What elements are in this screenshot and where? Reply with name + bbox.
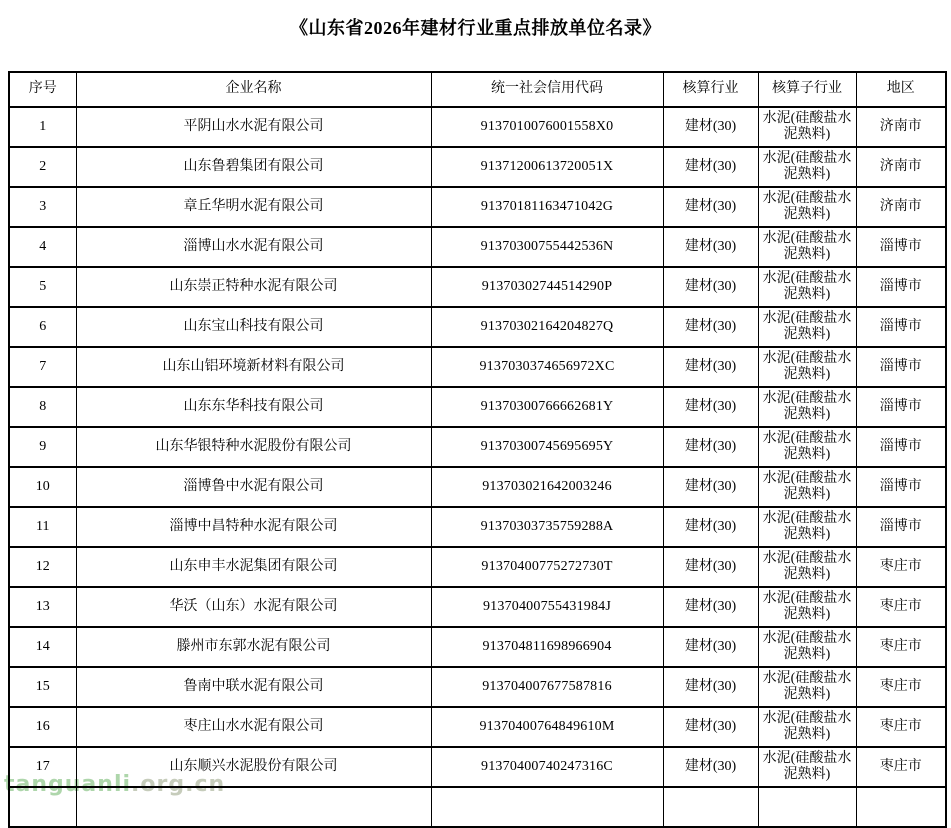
cell-sub-industry: 水泥(硅酸盐水泥熟料) xyxy=(758,347,856,387)
cell-credit-code: 91371200613720051X xyxy=(431,147,663,187)
cell-industry: 建材(30) xyxy=(663,267,758,307)
cell-industry: 建材(30) xyxy=(663,587,758,627)
cell-region: 淄博市 xyxy=(856,307,946,347)
cell-sub-industry: 水泥(硅酸盐水泥熟料) xyxy=(758,627,856,667)
emission-units-table xyxy=(8,71,947,828)
column-header-industry: 核算行业 xyxy=(663,72,758,107)
cell-no: 6 xyxy=(9,307,76,347)
cell-company-name: 山东鲁碧集团有限公司 xyxy=(76,147,431,187)
cell-industry: 建材(30) xyxy=(663,107,758,147)
cell-industry: 建材(30) xyxy=(663,147,758,187)
cell-industry: 建材(30) xyxy=(663,747,758,787)
cell-company-name: 淄博山水水泥有限公司 xyxy=(76,227,431,267)
cell-industry xyxy=(663,787,758,827)
table-row xyxy=(9,467,946,507)
cell-sub-industry: 水泥(硅酸盐水泥熟料) xyxy=(758,547,856,587)
cell-company-name: 华沃（山东）水泥有限公司 xyxy=(76,587,431,627)
cell-credit-code: 913704811698966904 xyxy=(431,627,663,667)
cell-credit-code: 91370400740247316C xyxy=(431,747,663,787)
cell-company-name: 山东宝山科技有限公司 xyxy=(76,307,431,347)
cell-no: 12 xyxy=(9,547,76,587)
cell-no: 14 xyxy=(9,627,76,667)
cell-credit-code: 9137030374656972XC xyxy=(431,347,663,387)
cell-region: 枣庄市 xyxy=(856,587,946,627)
table-row xyxy=(9,187,946,227)
cell-company-name: 山东申丰水泥集团有限公司 xyxy=(76,547,431,587)
cell-company-name: 山东华银特种水泥股份有限公司 xyxy=(76,427,431,467)
table-row xyxy=(9,267,946,307)
cell-sub-industry: 水泥(硅酸盐水泥熟料) xyxy=(758,267,856,307)
table-header-row xyxy=(9,72,946,107)
cell-no: 16 xyxy=(9,707,76,747)
cell-industry: 建材(30) xyxy=(663,227,758,267)
cell-region: 淄博市 xyxy=(856,467,946,507)
cell-industry: 建材(30) xyxy=(663,627,758,667)
table-row xyxy=(9,747,946,787)
cell-credit-code: 91370303735759288A xyxy=(431,507,663,547)
cell-industry: 建材(30) xyxy=(663,187,758,227)
cell-industry: 建材(30) xyxy=(663,467,758,507)
cell-region: 淄博市 xyxy=(856,507,946,547)
cell-region: 淄博市 xyxy=(856,267,946,307)
cell-company-name: 山东顺兴水泥股份有限公司 xyxy=(76,747,431,787)
cell-company-name: 滕州市东郭水泥有限公司 xyxy=(76,627,431,667)
cell-industry: 建材(30) xyxy=(663,307,758,347)
cell-sub-industry: 水泥(硅酸盐水泥熟料) xyxy=(758,227,856,267)
cell-credit-code: 91370300745695695Y xyxy=(431,427,663,467)
cell-region: 枣庄市 xyxy=(856,707,946,747)
cell-sub-industry: 水泥(硅酸盐水泥熟料) xyxy=(758,667,856,707)
cell-company-name: 山东崇正特种水泥有限公司 xyxy=(76,267,431,307)
cell-region xyxy=(856,787,946,827)
table-row xyxy=(9,227,946,267)
cell-credit-code: 91370181163471042G xyxy=(431,187,663,227)
table-row xyxy=(9,667,946,707)
watermark-main: tanguanli xyxy=(4,772,132,797)
cell-company-name: 枣庄山水水泥有限公司 xyxy=(76,707,431,747)
cell-no: 13 xyxy=(9,587,76,627)
cell-credit-code: 913703021642003246 xyxy=(431,467,663,507)
cell-sub-industry: 水泥(硅酸盐水泥熟料) xyxy=(758,747,856,787)
cell-no: 17 xyxy=(9,747,76,787)
cell-region: 枣庄市 xyxy=(856,667,946,707)
cell-industry: 建材(30) xyxy=(663,507,758,547)
cell-sub-industry: 水泥(硅酸盐水泥熟料) xyxy=(758,107,856,147)
cell-sub-industry: 水泥(硅酸盐水泥熟料) xyxy=(758,587,856,627)
cell-no: 11 xyxy=(9,507,76,547)
cell-sub-industry: 水泥(硅酸盐水泥熟料) xyxy=(758,187,856,227)
cell-company-name: 淄博中昌特种水泥有限公司 xyxy=(76,507,431,547)
cell-no: 5 xyxy=(9,267,76,307)
table-row xyxy=(9,307,946,347)
cell-no: 15 xyxy=(9,667,76,707)
cell-industry: 建材(30) xyxy=(663,707,758,747)
cell-no: 10 xyxy=(9,467,76,507)
cell-region: 淄博市 xyxy=(856,387,946,427)
cell-company-name: 鲁南中联水泥有限公司 xyxy=(76,667,431,707)
cell-credit-code: 91370300755442536N xyxy=(431,227,663,267)
column-header-no: 序号 xyxy=(9,72,76,107)
cell-sub-industry: 水泥(硅酸盐水泥熟料) xyxy=(758,147,856,187)
cell-region: 淄博市 xyxy=(856,347,946,387)
cell-company-name: 章丘华明水泥有限公司 xyxy=(76,187,431,227)
cell-sub-industry xyxy=(758,787,856,827)
cell-credit-code: 91370302164204827Q xyxy=(431,307,663,347)
cell-no: 1 xyxy=(9,107,76,147)
cell-sub-industry: 水泥(硅酸盐水泥熟料) xyxy=(758,707,856,747)
page-title: 《山东省2026年建材行业重点排放单位名录》 xyxy=(290,18,661,38)
table-row-partial xyxy=(9,787,946,827)
table-row xyxy=(9,707,946,747)
cell-sub-industry: 水泥(硅酸盐水泥熟料) xyxy=(758,467,856,507)
cell-no: 3 xyxy=(9,187,76,227)
cell-region: 枣庄市 xyxy=(856,747,946,787)
cell-credit-code: 9137010076001558X0 xyxy=(431,107,663,147)
table-row xyxy=(9,347,946,387)
column-header-sub-industry: 核算子行业 xyxy=(758,72,856,107)
cell-company-name: 山东东华科技有限公司 xyxy=(76,387,431,427)
table-row xyxy=(9,427,946,467)
cell-industry: 建材(30) xyxy=(663,427,758,467)
column-header-credit-code: 统一社会信用代码 xyxy=(431,72,663,107)
watermark-tld: .org.cn xyxy=(131,772,226,797)
cell-industry: 建材(30) xyxy=(663,387,758,427)
cell-no xyxy=(9,787,76,827)
cell-company-name: 山东山铝环境新材料有限公司 xyxy=(76,347,431,387)
cell-region: 济南市 xyxy=(856,187,946,227)
cell-company-name xyxy=(76,787,431,827)
cell-credit-code xyxy=(431,787,663,827)
cell-industry: 建材(30) xyxy=(663,547,758,587)
cell-credit-code: 91370400764849610M xyxy=(431,707,663,747)
table-row xyxy=(9,627,946,667)
cell-region: 济南市 xyxy=(856,147,946,187)
column-header-company-name: 企业名称 xyxy=(76,72,431,107)
cell-credit-code: 91370400755431984J xyxy=(431,587,663,627)
cell-region: 枣庄市 xyxy=(856,627,946,667)
cell-sub-industry: 水泥(硅酸盐水泥熟料) xyxy=(758,507,856,547)
table-row xyxy=(9,107,946,147)
cell-company-name: 淄博鲁中水泥有限公司 xyxy=(76,467,431,507)
table-row xyxy=(9,147,946,187)
cell-region: 淄博市 xyxy=(856,227,946,267)
cell-no: 4 xyxy=(9,227,76,267)
cell-industry: 建材(30) xyxy=(663,347,758,387)
cell-sub-industry: 水泥(硅酸盐水泥熟料) xyxy=(758,427,856,467)
cell-company-name: 平阴山水水泥有限公司 xyxy=(76,107,431,147)
cell-region: 淄博市 xyxy=(856,427,946,467)
cell-no: 2 xyxy=(9,147,76,187)
column-header-region: 地区 xyxy=(856,72,946,107)
cell-industry: 建材(30) xyxy=(663,667,758,707)
cell-credit-code: 91370302744514290P xyxy=(431,267,663,307)
cell-region: 济南市 xyxy=(856,107,946,147)
cell-no: 7 xyxy=(9,347,76,387)
cell-credit-code: 913704007677587816 xyxy=(431,667,663,707)
cell-credit-code: 91370300766662681Y xyxy=(431,387,663,427)
table-row xyxy=(9,387,946,427)
table-row xyxy=(9,547,946,587)
table-row xyxy=(9,587,946,627)
cell-no: 9 xyxy=(9,427,76,467)
cell-region: 枣庄市 xyxy=(856,547,946,587)
table-row xyxy=(9,507,946,547)
cell-credit-code: 91370400775272730T xyxy=(431,547,663,587)
cell-sub-industry: 水泥(硅酸盐水泥熟料) xyxy=(758,307,856,347)
cell-sub-industry: 水泥(硅酸盐水泥熟料) xyxy=(758,387,856,427)
cell-no: 8 xyxy=(9,387,76,427)
